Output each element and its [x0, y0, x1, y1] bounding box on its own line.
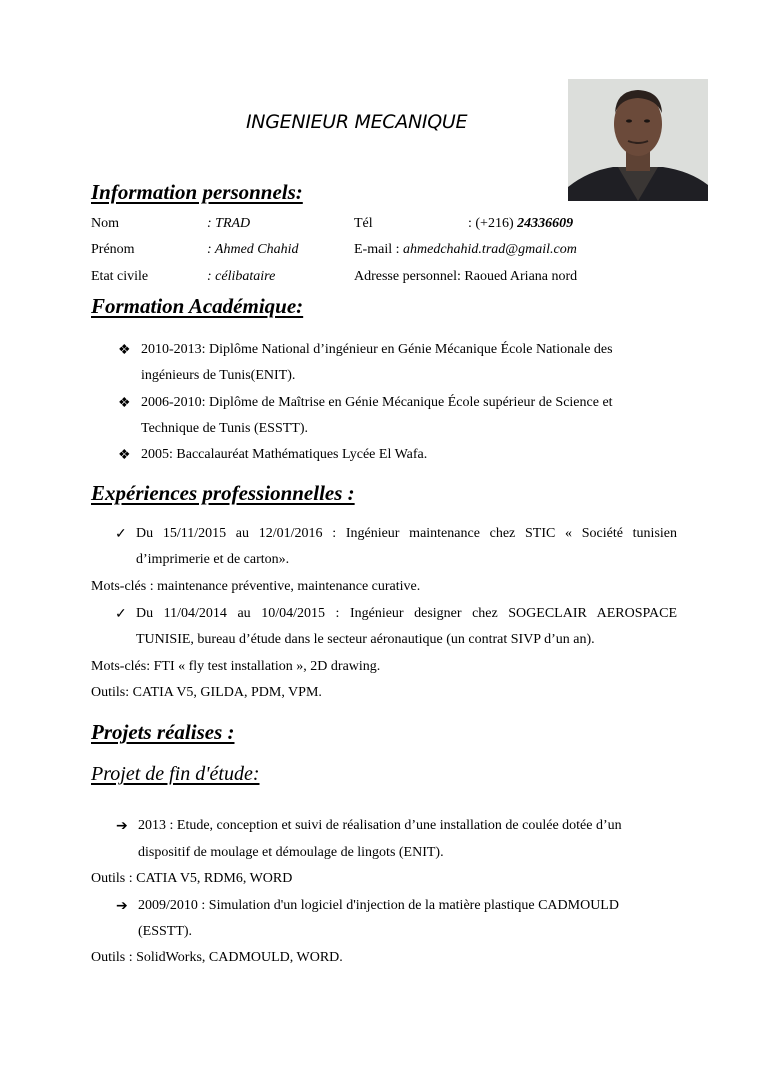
label-tel: Tél [354, 216, 373, 231]
experience-item-1-line1: Du 15/11/2015 au 12/01/2016 : Ingénieur maintenance chez STIC « Société tunisien [136, 526, 677, 541]
keywords-1: Mots-clés : maintenance préventive, maintenance curative. [91, 579, 421, 594]
email-line [354, 242, 577, 258]
project-item-2-line1: 2009/2010 : Simulation d'un logiciel d'injection de la matière plastique CADMOULD [138, 898, 619, 913]
section-heading-personal: Information personnels: [91, 180, 303, 204]
education-item-1-line2: ingénieurs de Tunis(ENIT). [141, 368, 296, 383]
education-item-3-line1: 2005: Baccalauréat Mathématiques Lycée El Wafa. [141, 447, 428, 462]
portrait-image [568, 79, 708, 201]
experience-item-1-line2: d’imprimerie et de carton». [136, 552, 290, 567]
tools-project-1: Outils : CATIA V5, RDM6, WORD [91, 871, 293, 886]
tools-project-2: Outils : SolidWorks, CADMOULD, WORD. [91, 950, 343, 965]
project-item-2-line2: (ESSTT). [138, 924, 193, 939]
tools-experience: Outils: CATIA V5, GILDA, PDM, VPM. [91, 685, 322, 700]
project-item-1-line1: 2013 : Etude, conception et suivi de réalisation d’une installation de coulée dotée d’un [138, 818, 622, 833]
tel-prefix: : (+216) [468, 216, 518, 231]
label-prenom: Prénom [91, 242, 135, 257]
subheading-final-project: Projet de fin d'étude: [91, 763, 260, 785]
checkmark-icon: ✓ [115, 527, 127, 542]
section-heading-experience: Expériences professionnelles : [91, 481, 355, 505]
education-item-2-line2: Technique de Tunis (ESSTT). [141, 421, 309, 436]
checkmark-icon: ✓ [115, 607, 127, 622]
value-prenom: : Ahmed Chahid [207, 242, 299, 257]
label-nom: Nom [91, 216, 119, 231]
value-etat-civile: : célibataire [207, 269, 276, 284]
project-item-1-line2: dispositif de moulage et démoulage de lingots (ENIT). [138, 845, 444, 860]
arrow-right-icon: ➔ [116, 818, 128, 834]
value-tel [468, 216, 573, 232]
section-heading-education: Formation Académique: [91, 294, 304, 318]
tel-number: 24336609 [517, 216, 574, 231]
experience-item-2-line1: Du 11/04/2014 au 10/04/2015 : Ingénieur designer chez SOGECLAIR AEROSPACE [136, 606, 677, 621]
value-email: ahmedchahid.trad@gmail.com [403, 242, 577, 257]
section-heading-projects: Projets réalises : [91, 720, 235, 744]
education-item-2-line1: 2006-2010: Diplôme de Maîtrise en Génie Mécanique École supérieur de Science et [141, 395, 613, 410]
diamond-bullet-icon: ❖ [118, 448, 131, 463]
label-etat-civile: Etat civile [91, 269, 149, 284]
value-nom: : TRAD [207, 216, 251, 231]
keywords-2: Mots-clés: FTI « fly test installation », 2D drawing. [91, 659, 381, 674]
page-title: INGENIEUR MECANIQUE [246, 111, 468, 133]
experience-item-2-line2: TUNISIE, bureau d’étude dans le secteur aéronautique (un contrat SIVP d’un an). [136, 632, 595, 647]
arrow-right-icon: ➔ [116, 898, 128, 914]
address-line: Adresse personnel: Raoued Ariana nord [354, 269, 578, 284]
label-email: E-mail : [354, 242, 403, 257]
education-item-1-line1: 2010-2013: Diplôme National d’ingénieur en Génie Mécanique École Nationale des [141, 342, 613, 357]
profile-photo [568, 79, 708, 201]
diamond-bullet-icon: ❖ [118, 343, 131, 358]
diamond-bullet-icon: ❖ [118, 396, 131, 411]
